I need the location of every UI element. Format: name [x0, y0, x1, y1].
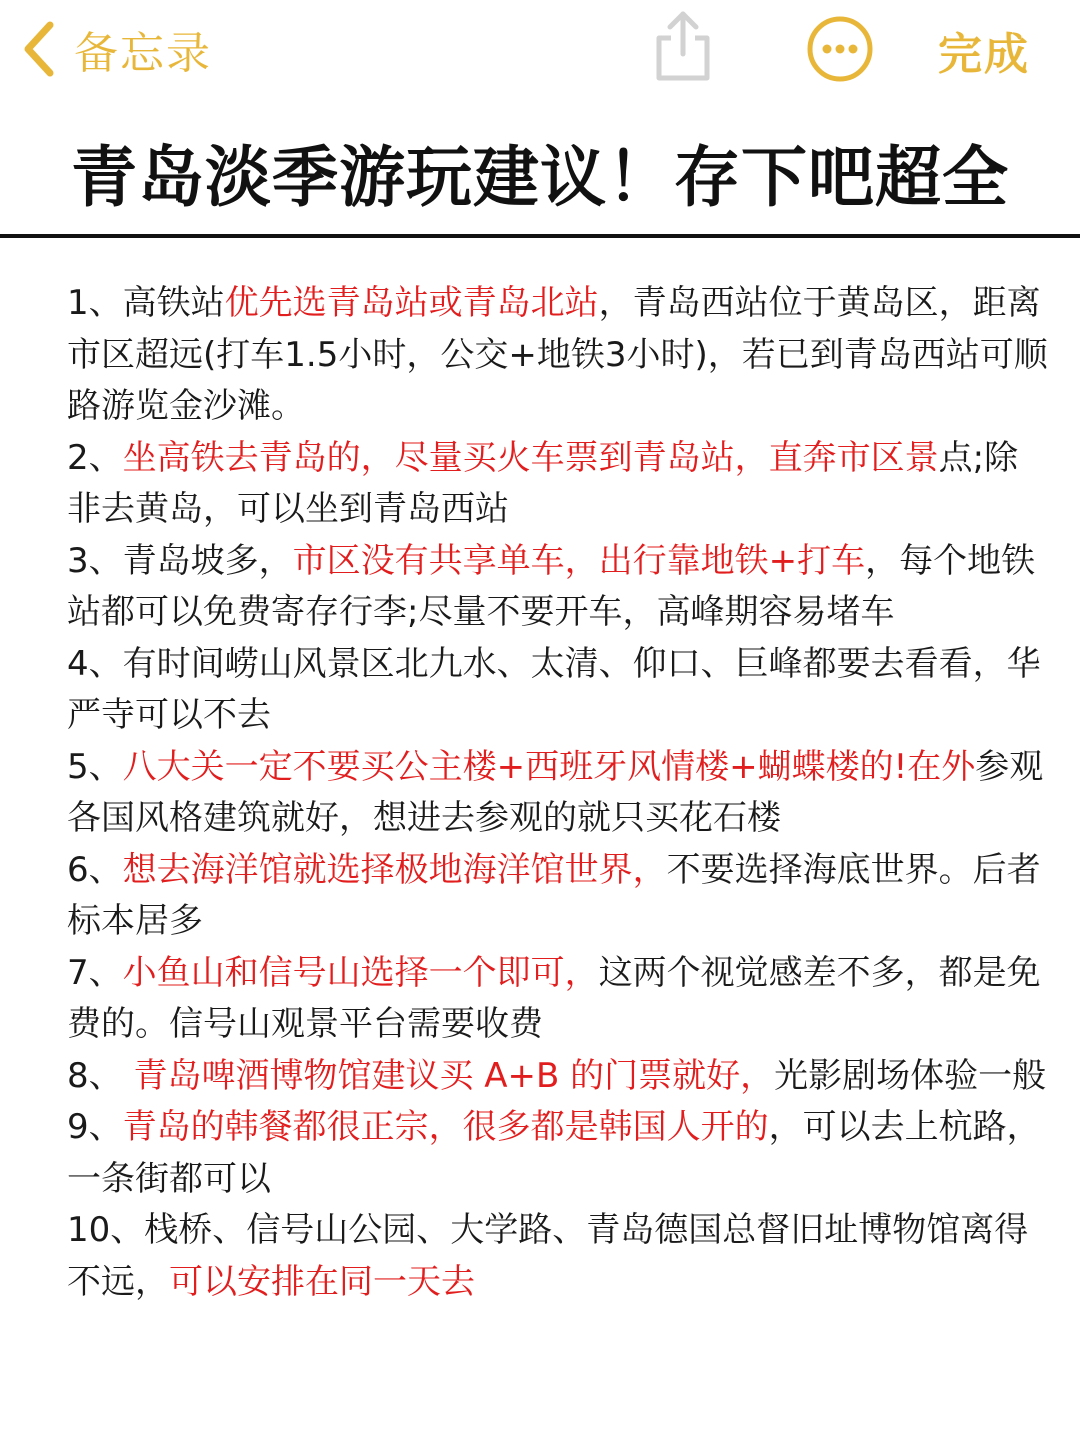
share-icon — [650, 69, 716, 88]
note-text: ，青岛西站位于黄岛区，距离市区超远(打车1.5小时，公交+地铁3小时)，若已到青岛西站可顺路游览金沙滩。 — [67, 283, 1048, 426]
highlight-text: 市区没有共享单车，出行靠地铁+打车 — [292, 540, 866, 581]
note-text: 光影剧场体验一般 — [774, 1055, 1047, 1096]
note-item-10 — [67, 1205, 1052, 1308]
highlight-text: 坐高铁去青岛的，尽量买火车票到青岛站，直奔市区景 — [122, 437, 939, 478]
highlight-text: 想去海洋馆就选择极地海洋馆世界， — [122, 849, 667, 890]
note-item-2 — [67, 433, 1052, 536]
note-text: ，每个地铁站都可以免费寄存行李;尽量不要开车，高峰期容易堵车 — [67, 540, 1036, 632]
note-text: 10、栈桥、信号山公园、大学路、青岛德国总督旧址博物馆离得不远， — [67, 1210, 1029, 1302]
highlight-text: 八大关一定不要买公主楼+西班牙风情楼+蝴蝶楼的!在外 — [122, 746, 976, 787]
note-text: 点;除非去黄岛，可以坐到青岛西站 — [67, 437, 1019, 529]
note-body[interactable] — [67, 278, 1052, 1308]
highlight-text: 小鱼山和信号山选择一个即可， — [122, 952, 599, 993]
done-button[interactable]: 完成 — [938, 29, 1030, 80]
note-text: 9、 — [67, 1107, 123, 1147]
note-title: 青岛淡季游玩建议！存下吧超全 — [71, 139, 1009, 216]
highlight-text: 可以安排在同一天去 — [169, 1261, 475, 1302]
note-text: 5、 — [67, 746, 123, 787]
note-item-3 — [67, 536, 1052, 639]
note-text: 3、青岛坡多， — [67, 540, 293, 581]
note-item-7 — [67, 948, 1052, 1051]
note-item-5 — [67, 742, 1052, 845]
note-text: 7、 — [67, 952, 123, 993]
more-icon — [806, 68, 874, 87]
note-text: 4、有时间崂山风景区北九水、太清、仰口、巨峰都要去看看，华严寺可以不去 — [67, 643, 1041, 735]
title-divider — [0, 234, 1080, 238]
navigation-bar — [0, 0, 1080, 100]
note-text: 6、 — [67, 849, 123, 890]
note-item-8 — [67, 1051, 1052, 1103]
chevron-left-icon — [22, 21, 56, 77]
highlight-text: 优先选青岛站或青岛北站 — [224, 283, 599, 323]
more-options-button[interactable] — [806, 15, 874, 83]
share-button[interactable] — [650, 8, 716, 84]
note-item-9 — [67, 1102, 1052, 1205]
back-label: 备忘录 — [74, 28, 212, 79]
highlight-text: 青岛啤酒博物馆建议买 A+B 的门票就好， — [133, 1055, 775, 1096]
back-button[interactable] — [22, 14, 212, 84]
note-text: 2、 — [67, 437, 123, 478]
note-text: ，可以去上杭路，一条街都可以 — [67, 1107, 1041, 1199]
note-text: 1、高铁站 — [67, 283, 225, 323]
note-item-6 — [67, 845, 1052, 948]
note-item-1 — [67, 278, 1052, 433]
note-text: 8、 — [67, 1055, 134, 1096]
highlight-text: 青岛的韩餐都很正宗，很多都是韩国人开的 — [122, 1107, 769, 1147]
note-text: 参观各国风格建筑就好，想进去参观的就只买花石楼 — [67, 746, 1044, 838]
note-text: 不要选择海底世界。后者标本居多 — [67, 849, 1041, 941]
note-text: 这两个视觉感差不多，都是免费的。信号山观景平台需要收费 — [67, 952, 1041, 1044]
note-item-4 — [67, 639, 1052, 742]
